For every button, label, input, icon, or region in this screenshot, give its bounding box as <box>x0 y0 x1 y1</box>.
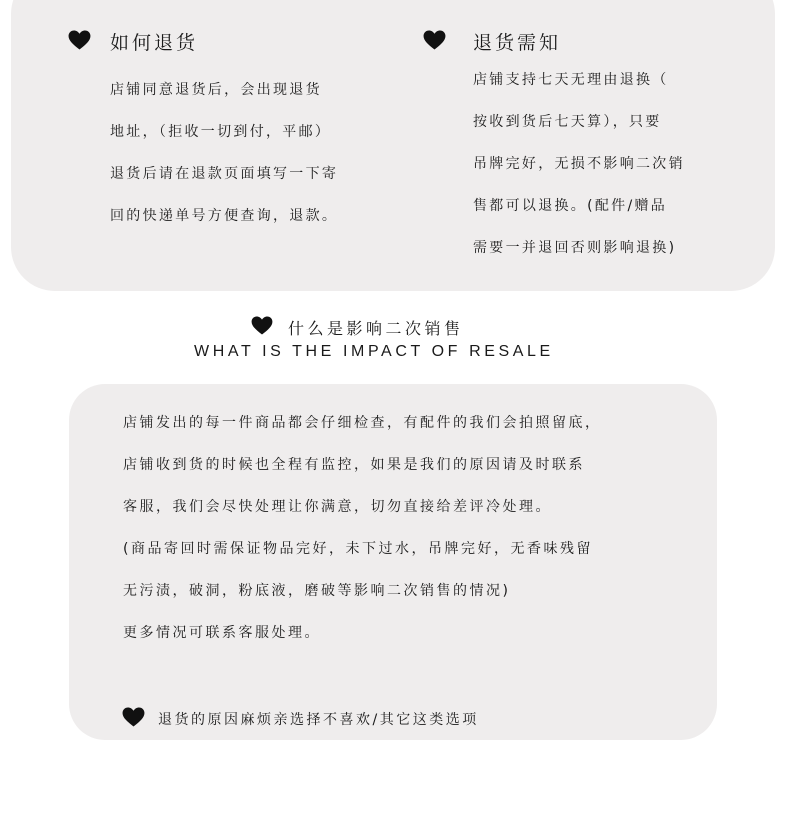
resale-info-list <box>123 415 602 667</box>
return-notice-line: 吊牌完好，无损不影响二次销 <box>473 156 685 172</box>
how-to-return-list <box>110 82 338 250</box>
how-to-return-line: 退货后请在退款页面填写一下寄 <box>110 166 339 182</box>
how-to-return-title: 如何退货 <box>110 32 199 54</box>
heart-icon <box>122 707 145 727</box>
return-notice-list <box>473 72 685 282</box>
return-notice-line: 按收到货后七天算），只要 <box>473 114 662 130</box>
heart-icon <box>423 30 446 50</box>
return-notice-title: 退货需知 <box>473 32 562 54</box>
resale-info-line: 店铺收到货的时候也全程有监控，如果是我们的原因请及时联系 <box>123 457 585 473</box>
how-to-return-line: 店铺同意退货后，会出现退货 <box>110 82 322 98</box>
heart-icon <box>68 30 91 50</box>
resale-info-line: (商品寄回时需保证物品完好，未下过水，吊牌完好，无香味残留 <box>123 541 593 557</box>
heart-icon <box>251 316 273 335</box>
resale-info-line: 更多情况可联系客服处理。 <box>123 625 321 641</box>
resale-info-line: 客服，我们会尽快处理让你满意，切勿直接给差评冷处理。 <box>123 499 552 515</box>
return-notice-line: 售都可以退换。(配件/赠品 <box>473 198 668 214</box>
resale-info-line: 店铺发出的每一件商品都会仔细检查，有配件的我们会拍照留底， <box>123 415 602 431</box>
resale-info-line: 无污渍，破洞，粉底液，磨破等影响二次销售的情况) <box>123 583 511 599</box>
resale-title-cn: 什么是影响二次销售 <box>288 319 464 338</box>
resale-title-en: WHAT IS THE IMPACT OF RESALE <box>194 343 554 360</box>
return-notice-line: 店铺支持七天无理由退换（ <box>473 72 669 88</box>
return-reason-note: 退货的原因麻烦亲选择不喜欢/其它这类选项 <box>158 712 479 728</box>
how-to-return-line: 回的快递单号方便查询，退款。 <box>110 208 339 224</box>
how-to-return-line: 地址，（拒收一切到付，平邮） <box>110 124 332 140</box>
return-notice-line: 需要一并退回否则影响退换) <box>473 240 677 256</box>
